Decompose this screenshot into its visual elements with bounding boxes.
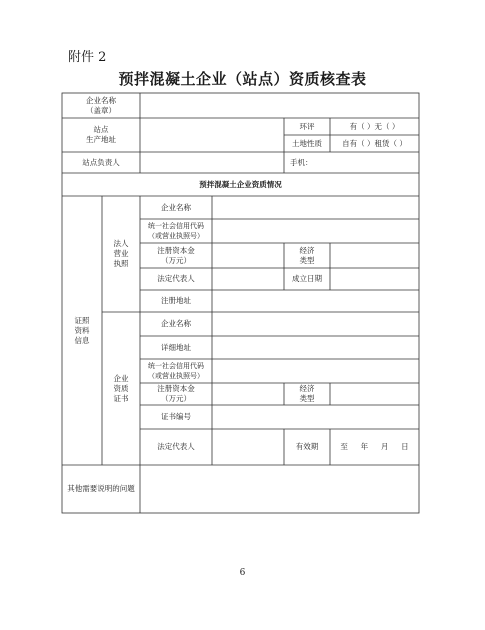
label-cert-info: 证照 资料 信息 — [74, 315, 90, 345]
label-environmental: 环评 — [299, 121, 315, 131]
label-license-established: 成立日期 — [292, 274, 322, 283]
attachment-label: 附件 2 — [68, 50, 107, 65]
input-qual-credit-code[interactable] — [212, 359, 419, 383]
label-qual-company-name: 企业名称 — [161, 319, 191, 328]
label-site-address: 站点 生产地址 — [86, 125, 116, 144]
label-license-company-name: 企业名称 — [161, 202, 191, 212]
input-license-established[interactable] — [330, 268, 419, 290]
label-other-issues: 其他需要说明的问题 — [67, 484, 135, 493]
label-license-economic-type: 经济 类型 — [299, 245, 315, 265]
form-title: 预拌混凝土企业（站点）资质核查表 — [118, 70, 367, 88]
input-site-manager[interactable] — [140, 152, 284, 173]
label-qual-credit-code: 统一社会信用代码 （或营业执照号） — [148, 362, 204, 380]
input-qual-capital[interactable] — [212, 383, 284, 405]
input-qual-economic-type[interactable] — [330, 383, 419, 405]
input-license-economic-type[interactable] — [330, 243, 419, 268]
input-qual-detail-address[interactable] — [212, 336, 419, 359]
day-label: 日 — [401, 442, 409, 451]
label-qual-capital: 注册资本金 （万元） — [157, 384, 195, 403]
label-license-capital: 注册资本金 （万元） — [157, 245, 195, 265]
section-header: 预拌混凝土企业资质情况 — [199, 179, 282, 189]
label-license-reg-address: 注册地址 — [161, 296, 191, 305]
input-license-legal-rep[interactable] — [212, 268, 284, 290]
month-label: 月 — [380, 442, 389, 451]
input-qual-legal-rep[interactable] — [212, 429, 284, 465]
label-license-credit-code: 统一社会信用代码 （或营业执照号） — [148, 222, 204, 240]
label-company-name: 企业名称 （盖章） — [86, 95, 116, 115]
input-license-company-name[interactable] — [212, 196, 419, 219]
label-qualification-group: 企业 资质 证书 — [113, 373, 129, 403]
environmental-options[interactable]: 有（ ）无（ ） — [349, 121, 400, 131]
input-other-issues[interactable] — [140, 465, 419, 513]
label-qual-cert-number: 证书编号 — [161, 412, 191, 421]
input-license-reg-address[interactable] — [212, 290, 419, 312]
label-license-legal-rep: 法定代表人 — [157, 274, 195, 283]
land-options[interactable]: 自有（ ）租赁（ ） — [342, 138, 407, 148]
label-qual-valid-period: 有效期 — [295, 442, 319, 451]
label-qual-economic-type: 经济 类型 — [299, 384, 315, 403]
input-company-name[interactable] — [140, 93, 419, 118]
valid-period-date[interactable] — [330, 429, 419, 465]
input-site-address[interactable] — [140, 118, 284, 152]
input-qual-cert-number[interactable] — [212, 405, 419, 429]
year-label: 年 — [360, 442, 369, 451]
label-land-nature: 土地性质 — [292, 138, 322, 148]
input-qual-company-name[interactable] — [212, 312, 419, 336]
page-number: 6 — [239, 568, 246, 578]
label-qual-legal-rep: 法定代表人 — [157, 442, 195, 451]
label-qual-detail-address: 详细地址 — [161, 342, 191, 352]
label-license-group: 法人 营业 执照 — [113, 239, 129, 268]
valid-to-label: 至 — [340, 442, 348, 451]
input-license-capital[interactable] — [212, 243, 284, 268]
label-site-manager: 站点负责人 — [82, 157, 120, 167]
label-mobile[interactable]: 手机： — [290, 157, 313, 167]
input-license-credit-code[interactable] — [212, 219, 419, 243]
